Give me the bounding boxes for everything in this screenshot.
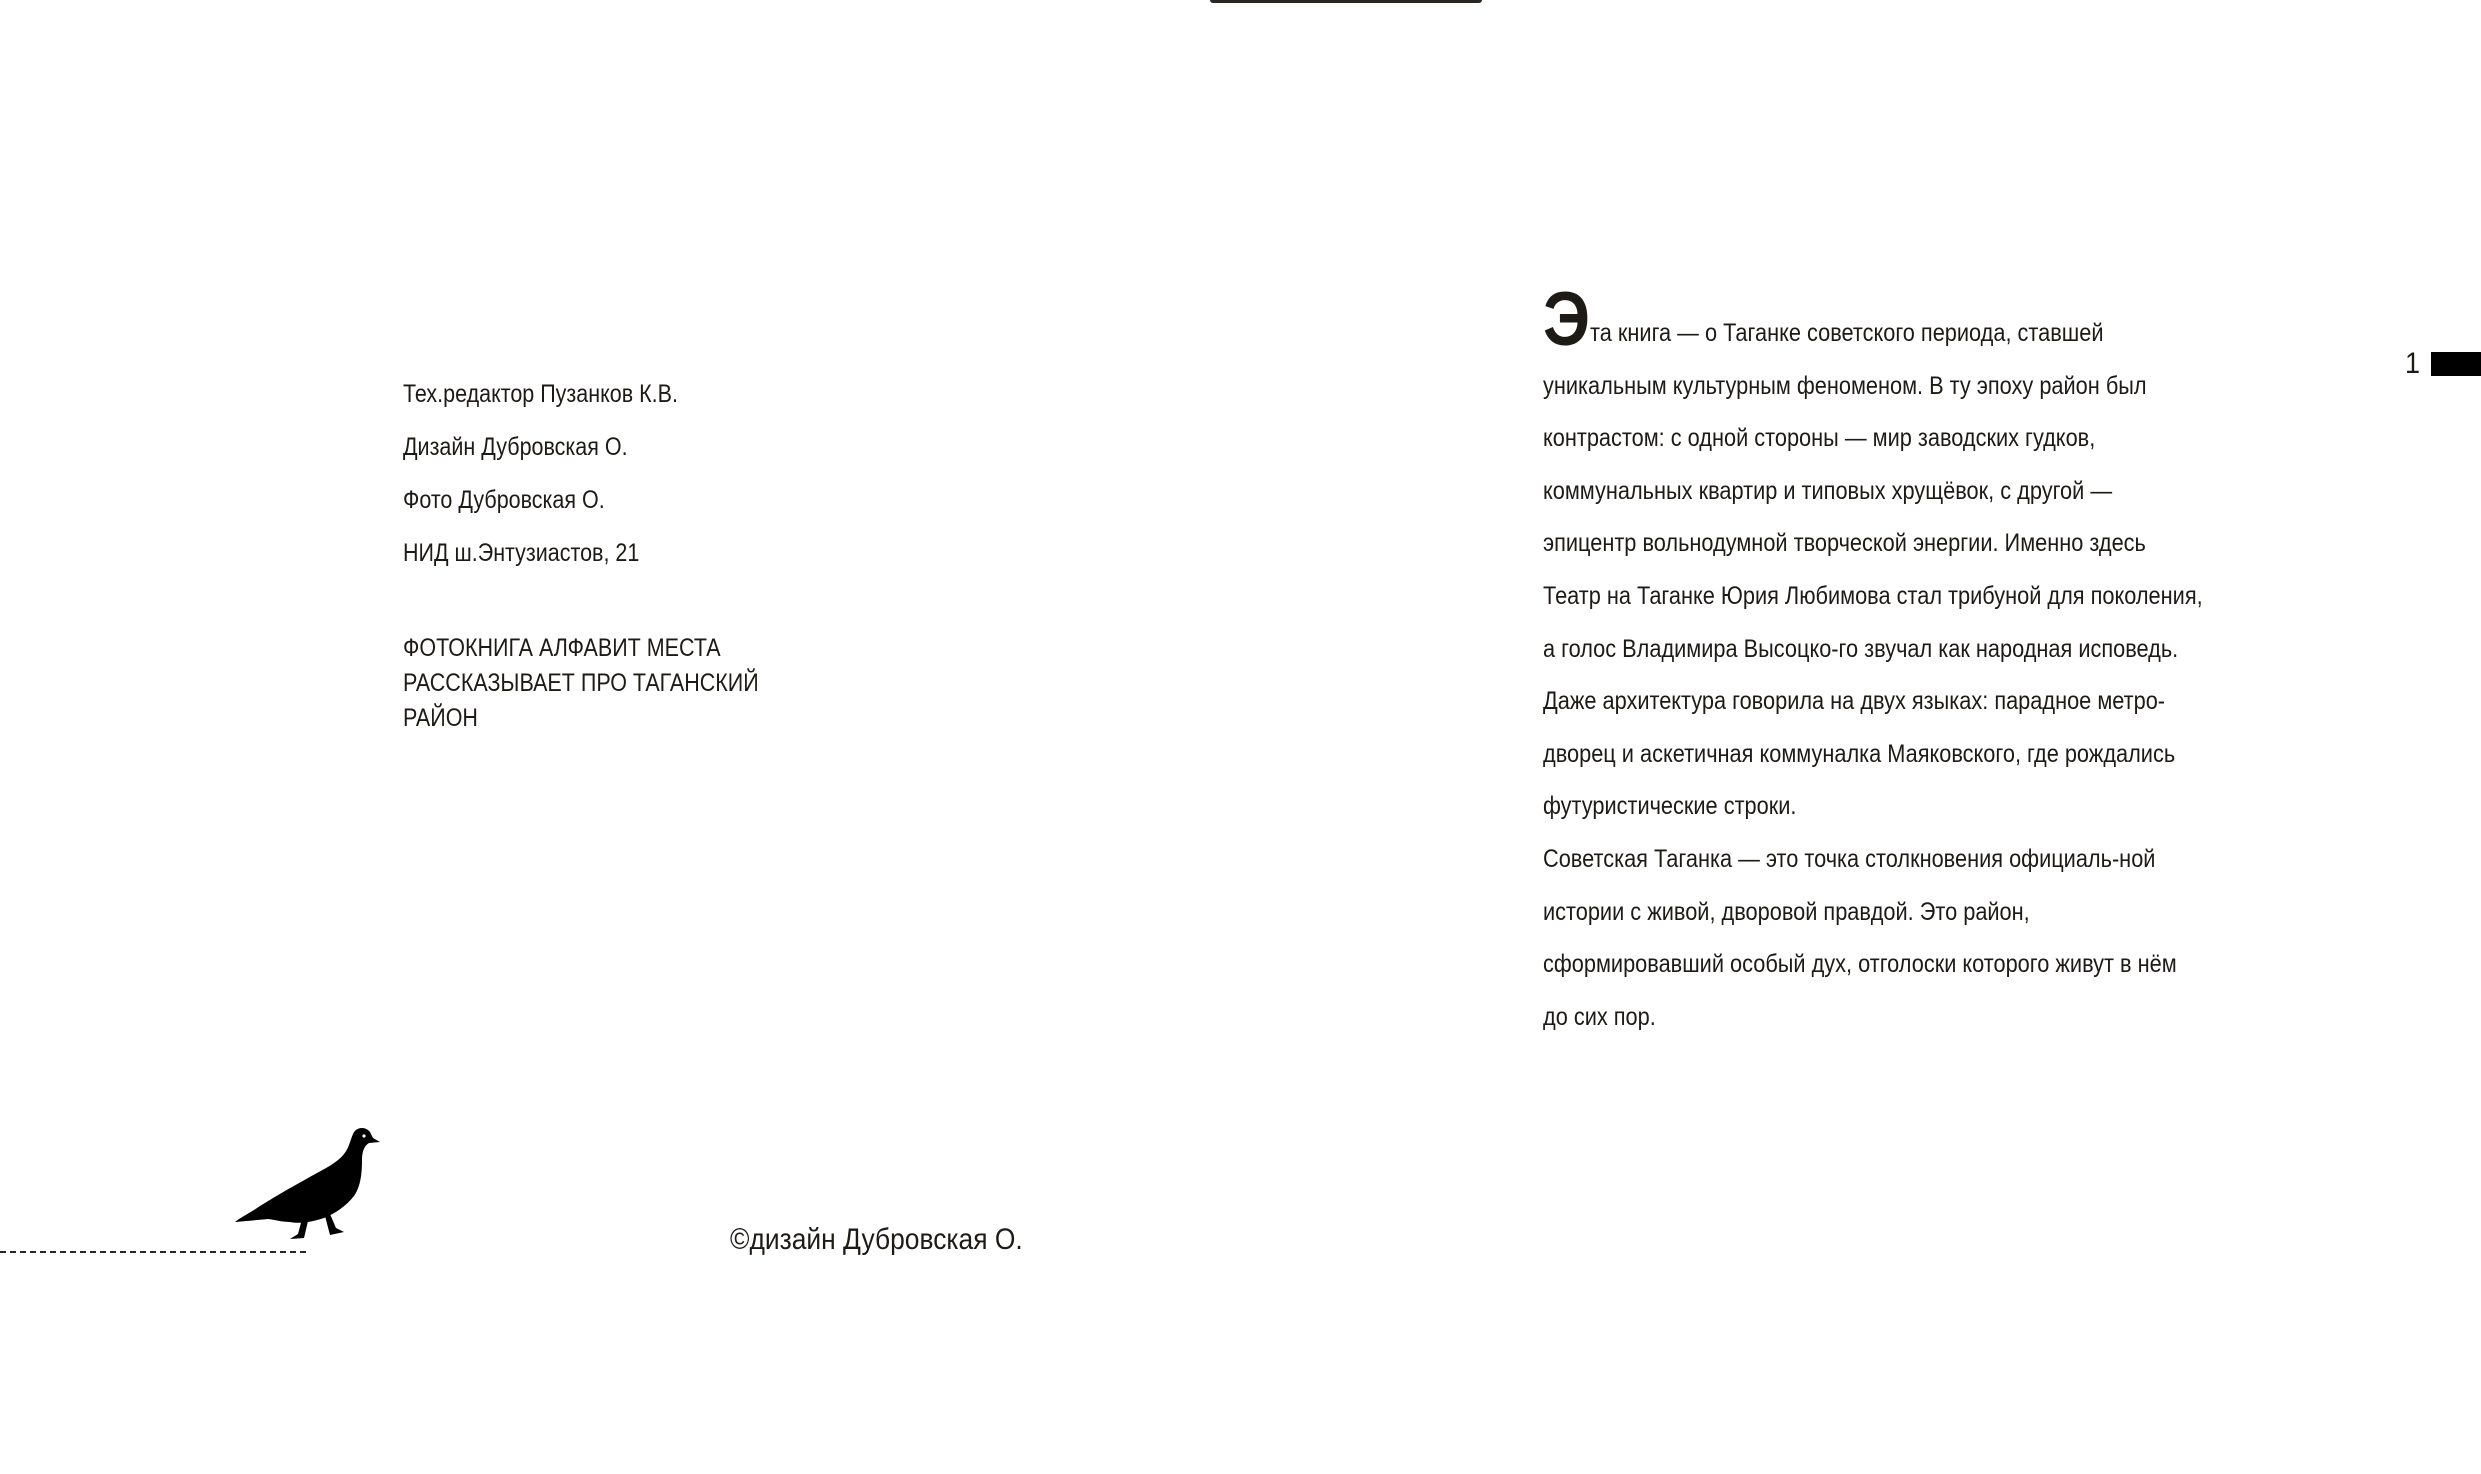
credit-institution: НИД ш.Энтузиастов, 21 <box>403 539 640 567</box>
credit-photo: Фото Дубровская О. <box>403 486 605 514</box>
paragraph-1-text: та книга — о Таганке советского периода, ставшей уникальным культурным феноменом. В ту эпоху район был контрастом: с одной стороны — мир заводских гудков, коммунальных квартир и типовых хрущёвок, с другой — эпицентр вольнодумной творческой энергии. Именно здесь Театр на Таганке Юрия Любимова стал трибуной для поколения, а голос Владимира Высоцко-го звучал как народная исповедь. Даже архитектура говорила на двух языках: парадное метро-дворец и аскетичная коммуналка Маяковского, где рождались футуристические строки. <box>1543 319 2203 821</box>
book-tagline <box>403 631 867 736</box>
tagline-line-3: РАЙОН <box>403 704 478 732</box>
top-edge-bar <box>1210 0 1482 3</box>
tagline-line-2: РАССКАЗЫВАЕТ ПРО ТАГАНСКИЙ <box>403 669 759 697</box>
page-number: 1 <box>2405 347 2421 380</box>
main-text-block <box>1543 277 2204 1043</box>
paragraph-1 <box>1543 277 2204 833</box>
pigeon-silhouette-icon <box>232 1124 382 1244</box>
drop-cap-letter: Э <box>1543 277 1591 362</box>
credits-block <box>403 368 1005 580</box>
credit-tech-editor: Тех.редактор Пузанков К.В. <box>403 380 678 408</box>
credit-design: Дизайн Дубровская О. <box>403 433 628 461</box>
paragraph-2: Советская Таганка — это точка столкновения официаль-ной истории с живой, дворовой правдой. Это район, сформировавший особый дух, отголоски которого живут в нём до сих пор. <box>1543 844 2177 1031</box>
dashed-ground-line <box>0 1251 306 1253</box>
page-tab-marker <box>2431 352 2481 376</box>
copyright-text: ©дизайн Дубровская О. <box>730 1223 1023 1256</box>
tagline-line-1: ФОТОКНИГА АЛФАВИТ МЕСТА <box>403 634 721 662</box>
